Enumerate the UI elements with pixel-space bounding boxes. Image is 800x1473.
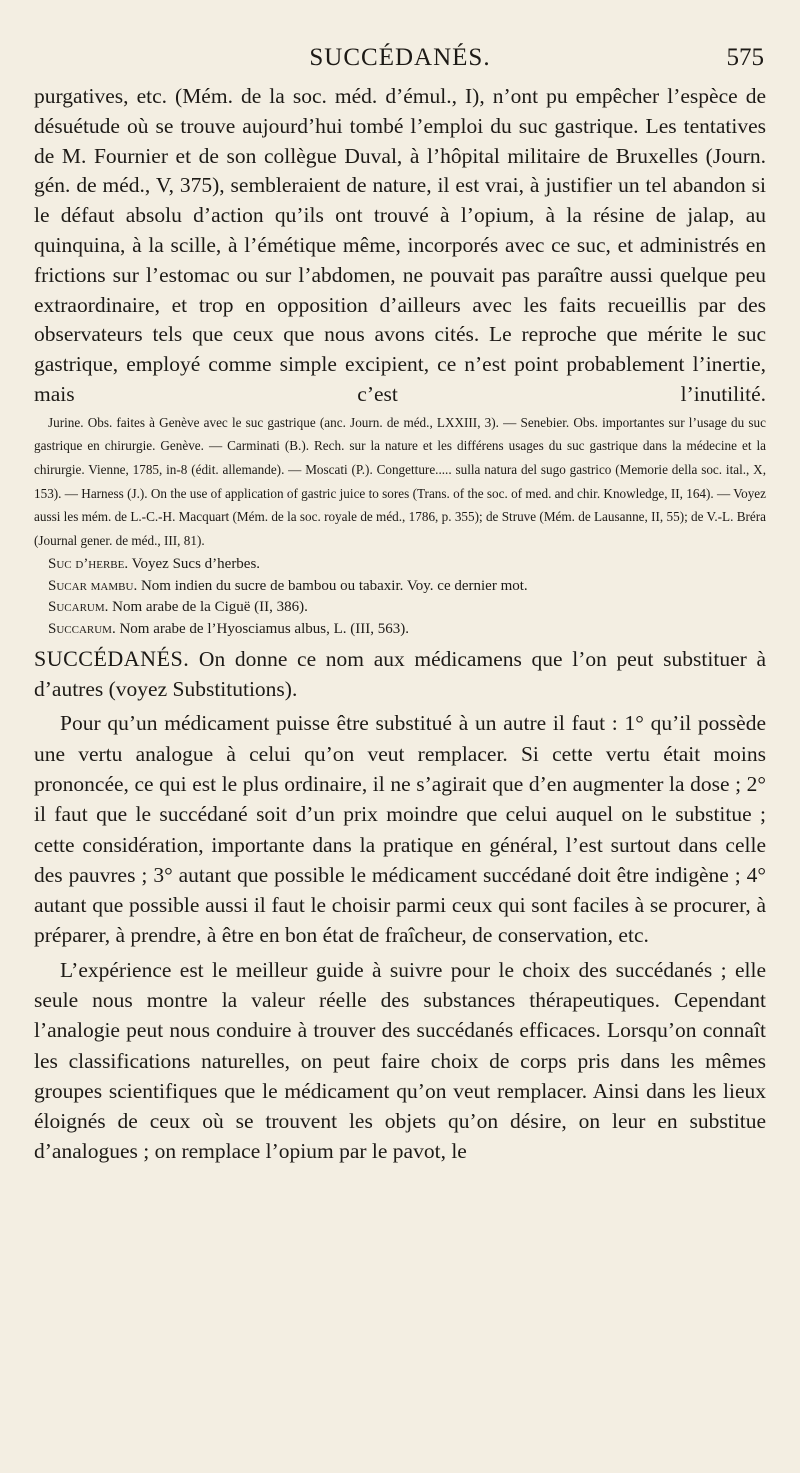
page-number: 575 [726,44,764,71]
entry-text: Nom arabe de la Ciguë (II, 386). [112,599,308,616]
dictionary-entry [34,597,766,619]
definition-text: On donne ce nom aux médicamens que l’on peut substituer à d’autres (voyez Substitutions). [34,647,766,702]
article-headword: SUCCÉDANÉS. [34,646,190,672]
entry-text: Nom indien du sucre de bambou ou tabaxir. Voy. ce dernier mot. [140,577,528,594]
dictionary-entry [34,576,766,598]
page-header [34,44,766,84]
entry-text: Voyez Sucs d’herbes. [131,556,261,573]
article-paragraph: L’expérience est le meilleur guide à suivre pour le choix des succédanés ; elle seule nous montre la valeur réelle des substances thérapeutiques. Cependant l’analogie peut nous conduire à trouver des succédanés efficaces. Lorsqu’on connaît les classifications naturelles, on peut faire choix de corps pris dans les mêmes groupes scientifiques que le médicament qu’on veut remplacer. Ainsi dans les lieux éloignés de ceux où se trouvent les objets qu’on désire, on leur en substitue d’analogues ; on remplace l’opium par le pavot, le [34,957,766,1164]
article-paragraph: Pour qu’un médicament puisse être substitué à un autre il faut : 1° qu’il possède une vertu analogue à celui qu’on veut remplacer. Si cette vertu était moins prononcée, ce qui est le plus ordinaire, il ne s’agirait que d’en augmenter la dose ; 2° il faut que le succédané soit d’un prix moindre que celui auquel on le substitue ; cette considération, importante dans la pratique en général, l’est surtout dans celle des pauvres ; 3° autant que possible le médicament succédané doit être indigène ; 4° autant que possible aussi il faut le choisir parmi ceux qui sont faciles à se procurer, à préparer, à prendre, à être en bon état de fraîcheur, de conservation, etc. [34,711,766,948]
continuation-paragraph: purgatives, etc. (Mém. de la soc. méd. d’émul., I), n’ont pu empêcher l’espèce de désuétude où se trouve aujourd’hui tombé l’emploi du suc gastrique. Les tentatives de M. Fournier et de son collègue Duval, à l’hôpital militaire de Bruxelles (Journ. gén. de méd., V, 375), sembleraient de nature, il est vrai, à justifier un tel abandon si le défaut absolu d’action qu’ils ont trouvé à l’opium, à la résine de jalap, au quinquina, à la scille, à l’émétique même, incorporés avec ce suc, et administrés en frictions sur l’estomac ou sur l’abdomen, ne pouvait pas paraître aussi quelque peu extraordinaire, et trop en opposition d’ailleurs avec les faits recueillis par des observateurs tels que ceux que nous avons cités. Le reproche que mérite le suc gastrique, employé comme simple excipient, ce n’est point probablement l’inertie, mais c’est l’inutilité. [34,84,766,406]
entry-term: Sucarum. [48,599,109,616]
page-body [34,82,766,1167]
running-title: SUCCÉDANÉS. [309,44,491,71]
article-definition [34,644,766,704]
dictionary-entry [34,554,766,576]
entry-term: Suc d’herbe. [48,556,129,573]
dictionary-entry [34,619,766,641]
entry-text: Nom arabe de l’Hyosciamus albus, L. (III, 563). [119,620,409,637]
entry-term: Sucar mambu. [48,577,138,594]
short-entries [34,554,766,640]
bibliography: Jurine. Obs. faites à Genève avec le suc gastrique (anc. Journ. de méd., LXXIII, 3). — Senebier. Obs. importantes sur l’usage du suc gastrique en chirurgie. Genève. — Carminati (B.). Rech. sur la nature et les différens usages du suc gastrique dans la médecine et la chirurgie. Vienne, 1785, in-8 (édit. allemande). — Moscati (P.). Congetture..... sulla natura del sugo gastrico (Memorie della soc. ital., X, 153). — Harness (J.). On the use of application of gastric juice to sores (Trans. of the soc. of med. and chir. Knowledge, II, 164). — Voyez aussi les mém. de L.-C.-H. Macquart (Mém. de la soc. royale de méd., 1786, p. 355); de Struve (Mém. de Lausanne, II, 55); de V.-L. Bréra (Journal gener. de méd., III, 81). [34,414,766,548]
entry-term: Succarum. [48,620,116,637]
